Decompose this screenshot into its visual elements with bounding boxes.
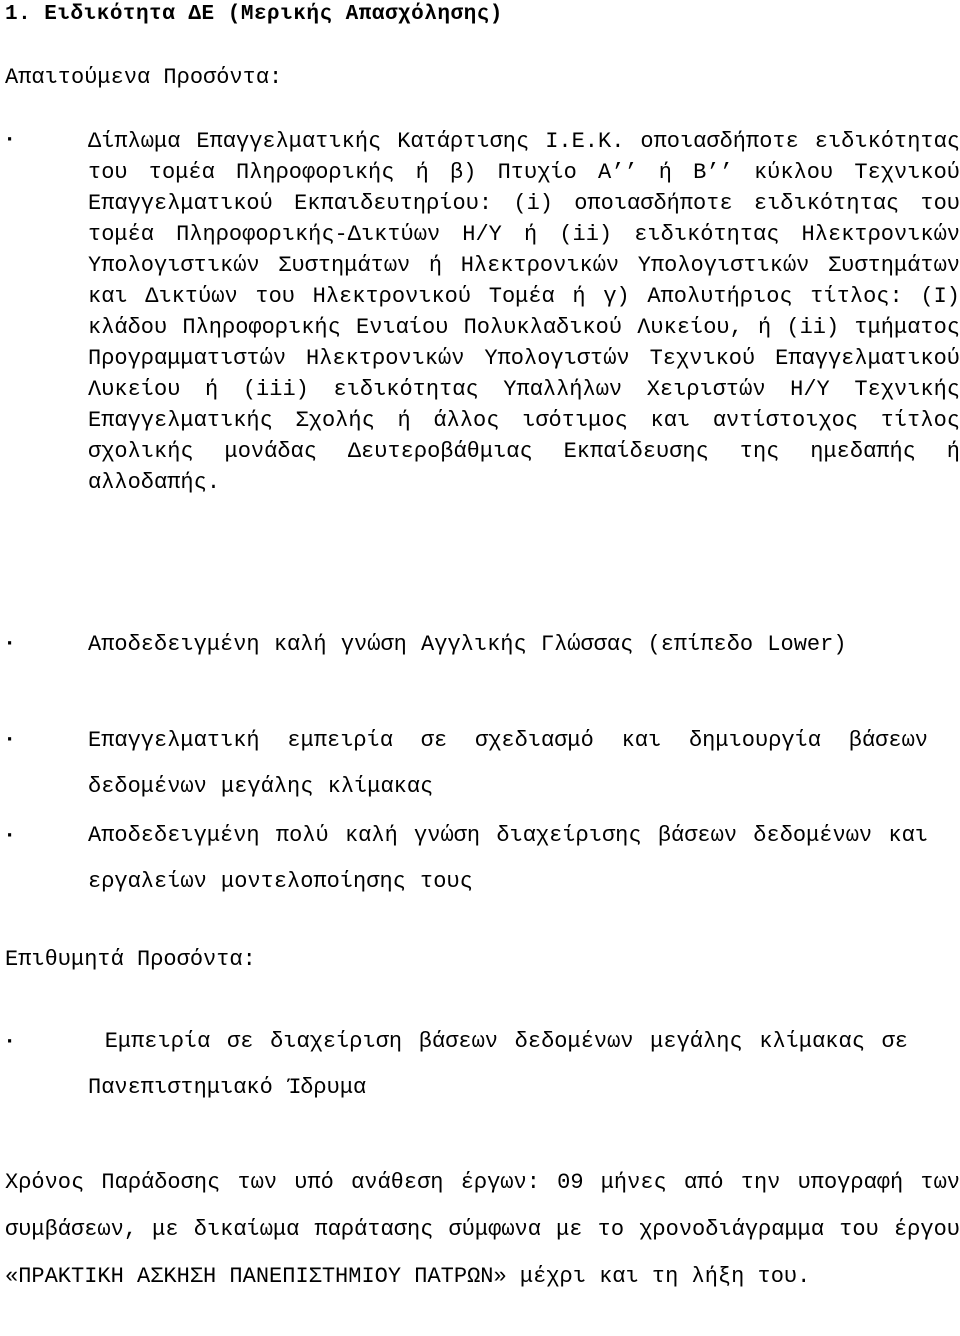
- desired-qualifications-label: Επιθυμητά Προσόντα:: [5, 947, 256, 972]
- section-heading: 1. Ειδικότητα ΔΕ (Μερικής Απασχόλησης): [5, 3, 503, 26]
- bullet-icon: ·: [3, 823, 17, 848]
- required-item-db-management: Αποδεδειγμένη πολύ καλή γνώση διαχείρισης βάσεων δεδομένων και εργαλείων μοντελοποίησης τους: [88, 823, 928, 894]
- desired-item-university-db: Εμπειρία σε διαχείριση βάσεων δεδομένων μεγάλης κλίμακας σε Πανεπιστημιακό Ίδρυμα: [88, 1029, 923, 1100]
- required-item-diploma: Δίπλωμα Επαγγελματικής Κατάρτισης Ι.Ε.Κ. οποιασδήποτε ειδικότητας του τομέα Πληροφορικής ή β) Πτυχίο Α’’ ή Β’’ κύκλου Τεχνικού Επαγγελματικού Εκπαιδευτηρίου: (i) οποιασδήποτε ειδικότητας του τομέα Πληροφορικής-Δικτύων Η/Υ ή (ii) ειδικότητας Ηλεκτρονικών Υπολογιστικών Συστημάτων ή Ηλεκτρονικών Υπολογιστικών Συστημάτων και Δικτύων του Ηλεκτρονικού Τομέα ή γ) Απολυτήριος τίτλος: (I) κλάδου Πληροφορικής Ενιαίου Πολυκλαδικού Λυκείου, ή (ii) τμήματος Προγραμματιστών Ηλεκτρονικών Υπολογιστών Τεχνικού Επαγγελματικού Λυκείου ή (iii) ειδικότητας Υπαλλήλων Χειριστών Η/Υ Τεχνικής Επαγγελματικής Σχολής ή άλλος ισότιμος και αντίστοιχος τίτλος σχολικής μονάδας Δευτεροβάθμιας Εκπαίδευσης της ημεδαπής ή αλλοδαπής.: [88, 129, 960, 495]
- required-item-experience: Επαγγελματική εμπειρία σε σχεδιασμό και δημιουργία βάσεων δεδομένων μεγάλης κλίμακας: [88, 728, 928, 799]
- delivery-time-paragraph: Χρόνος Παράδοσης των υπό ανάθεση έργων: 09 μήνες από την υπογραφή των συμβάσεων, με δικαίωμα παράτασης σύμφωνα με το χρονοδιάγραμμα του έργου «ΠΡΑΚΤΙΚΗ ΑΣΚΗΣΗ ΠΑΝΕΠΙΣΤΗΜΙΟΥ ΠΑΤΡΩΝ» μέχρι και τη λήξη του.: [5, 1170, 960, 1289]
- bullet-icon: ·: [3, 631, 17, 656]
- bullet-icon: ·: [3, 127, 17, 152]
- required-item-english: Αποδεδειγμένη καλή γνώση Αγγλικής Γλώσσας (επίπεδο Lower): [88, 632, 847, 657]
- bullet-icon: ·: [3, 1029, 17, 1054]
- required-qualifications-label: Απαιτούμενα Προσόντα:: [5, 65, 283, 90]
- bullet-icon: ·: [3, 727, 17, 752]
